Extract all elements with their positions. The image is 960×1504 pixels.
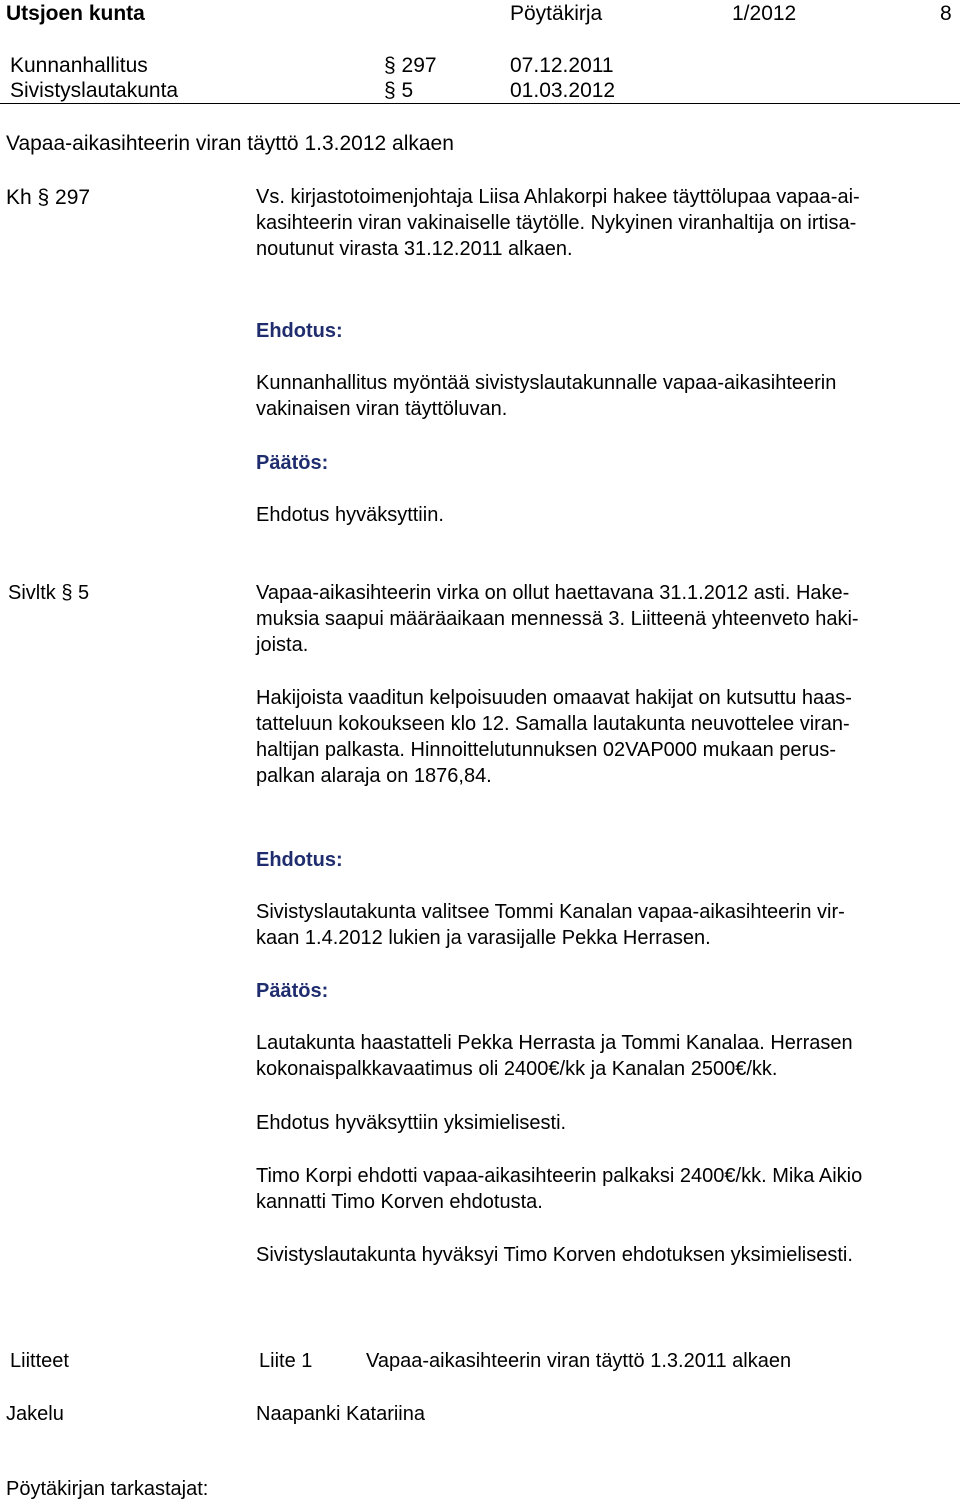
header-date-2: 01.03.2012 bbox=[510, 79, 616, 102]
kh-intro-line: kasihteerin viran vakinaiselle täytölle. Nykyinen viranhaltija on irtisa- bbox=[256, 212, 857, 234]
sivltk-intro-line: Vapaa-aikasihteerin virka on ollut haettavana 31.1.2012 asti. Hake- bbox=[256, 582, 850, 604]
kh-proposal-label: Ehdotus: bbox=[256, 320, 343, 342]
document-title: Vapaa-aikasihteerin viran täyttö 1.3.2012 alkaen bbox=[6, 132, 454, 155]
sivltk-decision-line: Timo Korpi ehdotti vapaa-aikasihteerin palkaksi 2400€/kk. Mika Aikio bbox=[256, 1165, 863, 1187]
sivltk-decision-1 bbox=[256, 1030, 956, 1082]
sivltk-proposal bbox=[256, 899, 956, 951]
reviewers-label: Pöytäkirjan tarkastajat: bbox=[6, 1478, 209, 1500]
sivltk-decision-4: Sivistyslautakunta hyväksyi Timo Korven ehdotuksen yksimielisesti. bbox=[256, 1244, 853, 1266]
distribution-label: Jakelu bbox=[6, 1403, 64, 1425]
sivltk-intro2-line: Hakijoista vaaditun kelpoisuuden omaavat hakijat on kutsuttu haas- bbox=[256, 687, 852, 709]
sivltk-decision-2: Ehdotus hyväksyttiin yksimielisesti. bbox=[256, 1112, 567, 1134]
sivltk-proposal-line: Sivistyslautakunta valitsee Tommi Kanalan vapaa-aikasihteerin vir- bbox=[256, 901, 845, 923]
header-section-2: § 5 bbox=[384, 79, 414, 102]
header-section-1: § 297 bbox=[384, 54, 437, 77]
sivltk-decision-line: kannatti Timo Korven ehdotusta. bbox=[256, 1191, 543, 1213]
attachment-id: Liite 1 bbox=[259, 1350, 313, 1372]
sivltk-intro-line: joista. bbox=[256, 634, 309, 656]
header-body-2: Sivistyslautakunta bbox=[10, 79, 179, 102]
sivltk-proposal-label: Ehdotus: bbox=[256, 849, 343, 871]
sivltk-intro2 bbox=[256, 685, 956, 789]
municipality-name: Utsjoen kunta bbox=[6, 2, 145, 25]
sivltk-decision-line: kokonaispalkkavaatimus oli 2400€/kk ja Kanalan 2500€/kk. bbox=[256, 1058, 778, 1080]
kh-decision-label: Päätös: bbox=[256, 452, 329, 474]
kh-intro-line: Vs. kirjastotoimenjohtaja Liisa Ahlakorpi hakee täyttölupaa vapaa-ai- bbox=[256, 186, 860, 208]
sivltk-intro bbox=[256, 580, 956, 658]
header-date-1: 07.12.2011 bbox=[510, 54, 614, 77]
sivltk-intro-line: muksia saapui määräaikaan mennessä 3. Liitteenä yhteenveto haki- bbox=[256, 608, 859, 630]
sivltk-decision-line: Lautakunta haastatteli Pekka Herrasta ja Tommi Kanalaa. Herrasen bbox=[256, 1032, 853, 1054]
sivltk-decision-3 bbox=[256, 1163, 956, 1215]
kh-proposal bbox=[256, 370, 956, 422]
kh-decision: Ehdotus hyväksyttiin. bbox=[256, 504, 444, 526]
document-type: Pöytäkirja bbox=[510, 2, 603, 25]
kh-intro-line: noutunut virasta 31.12.2011 alkaen. bbox=[256, 238, 573, 260]
sivltk-section-ref: Sivltk § 5 bbox=[8, 582, 90, 604]
kh-intro bbox=[256, 184, 956, 262]
kh-proposal-line: Kunnanhallitus myöntää sivistyslautakunnalle vapaa-aikasihteerin bbox=[256, 372, 837, 394]
sivltk-intro2-line: tatteluun kokoukseen klo 12. Samalla lautakunta neuvottelee viran- bbox=[256, 713, 850, 735]
document-number: 1/2012 bbox=[732, 2, 797, 25]
page-number: 8 bbox=[940, 2, 952, 25]
sivltk-proposal-line: kaan 1.4.2012 lukien ja varasijalle Pekka Herrasen. bbox=[256, 927, 711, 949]
kh-proposal-line: vakinaisen viran täyttöluvan. bbox=[256, 398, 508, 420]
sivltk-intro2-line: haltijan palkasta. Hinnoittelutunnuksen 02VAP000 mukaan perus- bbox=[256, 739, 836, 761]
distribution-recipient: Naapanki Katariina bbox=[256, 1403, 425, 1425]
attachments-label: Liitteet bbox=[10, 1350, 69, 1372]
attachment-title: Vapaa-aikasihteerin viran täyttö 1.3.2011 alkaen bbox=[366, 1350, 792, 1372]
sivltk-intro2-line: palkan alaraja on 1876,84. bbox=[256, 765, 492, 787]
sivltk-decision-label: Päätös: bbox=[256, 980, 329, 1002]
kh-section-ref: Kh § 297 bbox=[6, 186, 91, 209]
header-body-1: Kunnanhallitus bbox=[10, 54, 148, 77]
header-divider bbox=[0, 103, 960, 104]
